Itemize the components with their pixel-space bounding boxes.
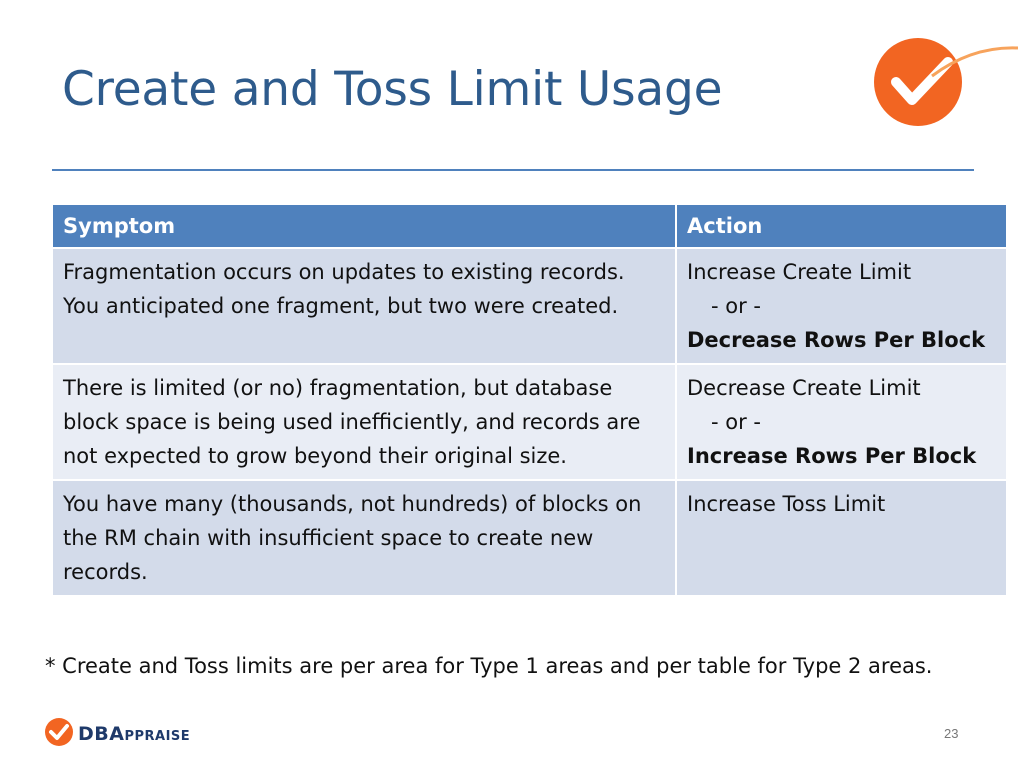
action-text: Decrease Create Limit xyxy=(687,376,921,400)
company-name xyxy=(78,723,190,745)
action-cell xyxy=(676,480,1007,596)
page-number: 23 xyxy=(944,726,959,741)
symptom-action-table xyxy=(51,203,1008,597)
small-checkmark-icon xyxy=(44,717,74,751)
action-text: Increase Toss Limit xyxy=(687,492,886,516)
title-divider xyxy=(52,169,974,171)
action-cell xyxy=(676,364,1007,480)
table-row xyxy=(52,480,1007,596)
column-header-symptom: Symptom xyxy=(52,204,676,248)
symptom-cell xyxy=(52,480,676,596)
action-alternative: Increase Rows Per Block xyxy=(687,444,977,468)
footnote: * Create and Toss limits are per area for Type 1 areas and per table for Type 2 areas. xyxy=(45,654,933,678)
action-text: Increase Create Limit xyxy=(687,260,912,284)
symptom-cell xyxy=(52,364,676,480)
column-header-action: Action xyxy=(676,204,1007,248)
slide-title: Create and Toss Limit Usage xyxy=(62,62,723,117)
symptom-text: Fragmentation occurs on updates to existing records. xyxy=(63,260,625,284)
company-name-big: DBA xyxy=(78,723,125,745)
symptom-text: There is limited (or no) fragmentation, but database block space is being used inefficiently, and records are not expected to grow beyond their original size. xyxy=(63,376,641,468)
symptom-cell xyxy=(52,248,676,364)
checkmark-logo-icon xyxy=(872,36,1018,132)
symptom-text: You have many (thousands, not hundreds) of blocks on the RM chain with insufficient space to create new records. xyxy=(63,492,642,584)
table-row xyxy=(52,248,1007,364)
action-alternative: Decrease Rows Per Block xyxy=(687,328,986,352)
symptom-text: You anticipated one fragment, but two were created. xyxy=(63,294,619,318)
table-row xyxy=(52,364,1007,480)
action-cell xyxy=(676,248,1007,364)
action-or-separator: - or - xyxy=(711,294,761,318)
company-logo xyxy=(44,717,190,751)
action-or-separator: - or - xyxy=(711,410,761,434)
company-name-small: PPRAISE xyxy=(124,729,191,744)
table-header-row xyxy=(52,204,1007,248)
